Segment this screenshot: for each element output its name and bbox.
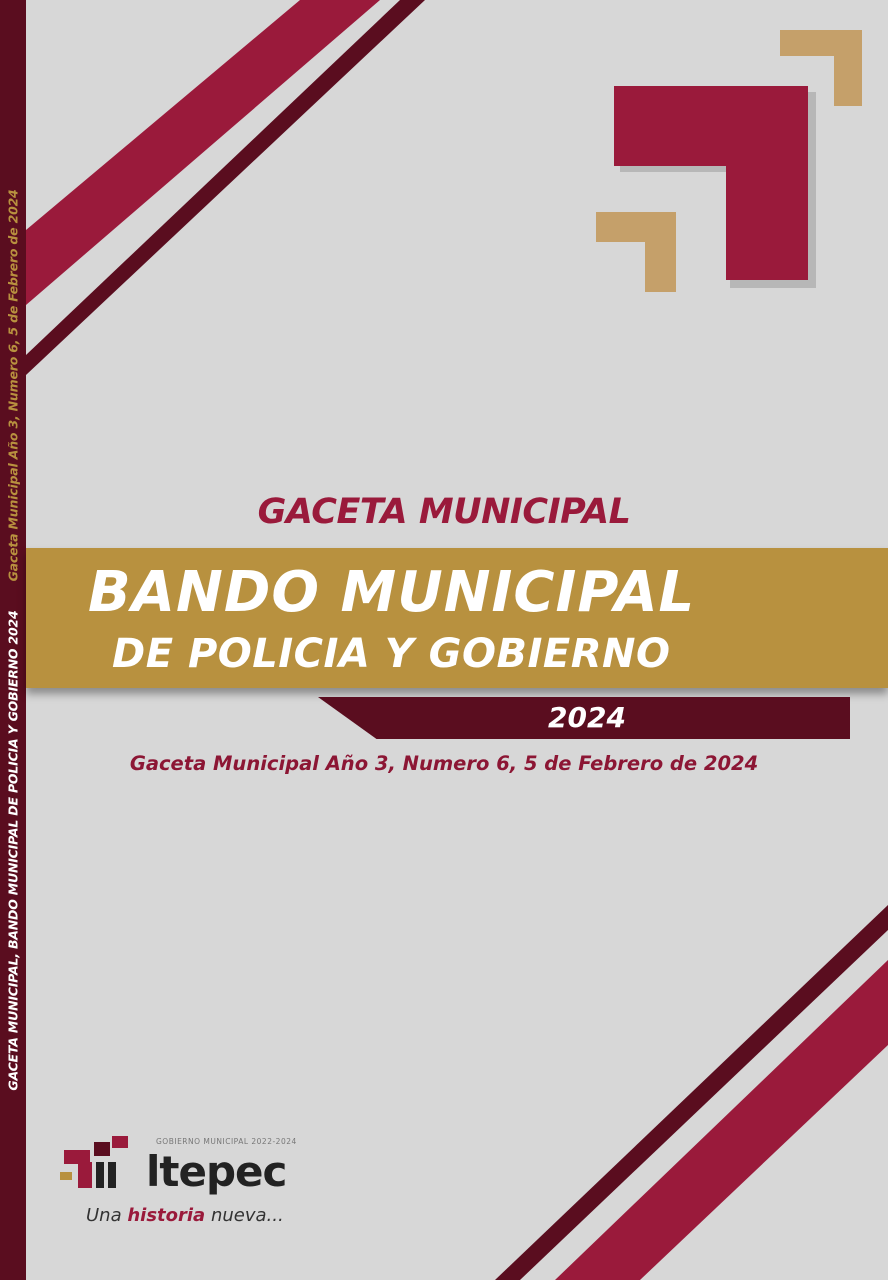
emblem-gold-bottom <box>596 212 676 292</box>
top-left-stripe-crimson <box>26 0 380 305</box>
emblem-crimson-shape <box>614 86 808 280</box>
spine-title: GACETA MUNICIPAL, BANDO MUNICIPAL DE POLICIA Y GOBIERNO 2024 <box>5 610 21 1091</box>
main-title-line2: DE POLICIA Y GOBIERNO <box>112 631 671 677</box>
logo-bar-2 <box>78 1162 92 1188</box>
government-label: GOBIERNO MUNICIPAL 2022-2024 <box>156 1137 297 1146</box>
bottom-right-stripe-crimson <box>555 960 888 1280</box>
header-title: GACETA MUNICIPAL <box>257 492 631 532</box>
year-label: 2024 <box>548 701 626 734</box>
logo-bar-3 <box>94 1142 110 1156</box>
main-title-line1: BANDO MUNICIPAL <box>88 560 696 625</box>
spine-text <box>6 189 21 1090</box>
logo-bar-7 <box>108 1162 116 1188</box>
spine <box>0 0 26 1280</box>
tagline-post: nueva... <box>205 1205 284 1226</box>
spine-issue: Gaceta Municipal Año 3, Numero 6, 5 de Febrero de 2024 <box>5 189 21 582</box>
emblem-graphic <box>596 30 862 292</box>
logo-bar-1 <box>64 1150 90 1164</box>
logo-bar-5 <box>60 1172 72 1180</box>
logo-tagline <box>86 1205 284 1226</box>
tagline-strong: historia <box>127 1205 206 1226</box>
logo-bar-6 <box>96 1162 104 1188</box>
logo-wordmark: ltepec <box>146 1147 287 1196</box>
tagline-pre: Una <box>86 1205 128 1226</box>
issue-subtitle: Gaceta Municipal Año 3, Numero 6, 5 de Febrero de 2024 <box>129 752 759 775</box>
logo-bar-4 <box>112 1136 128 1148</box>
